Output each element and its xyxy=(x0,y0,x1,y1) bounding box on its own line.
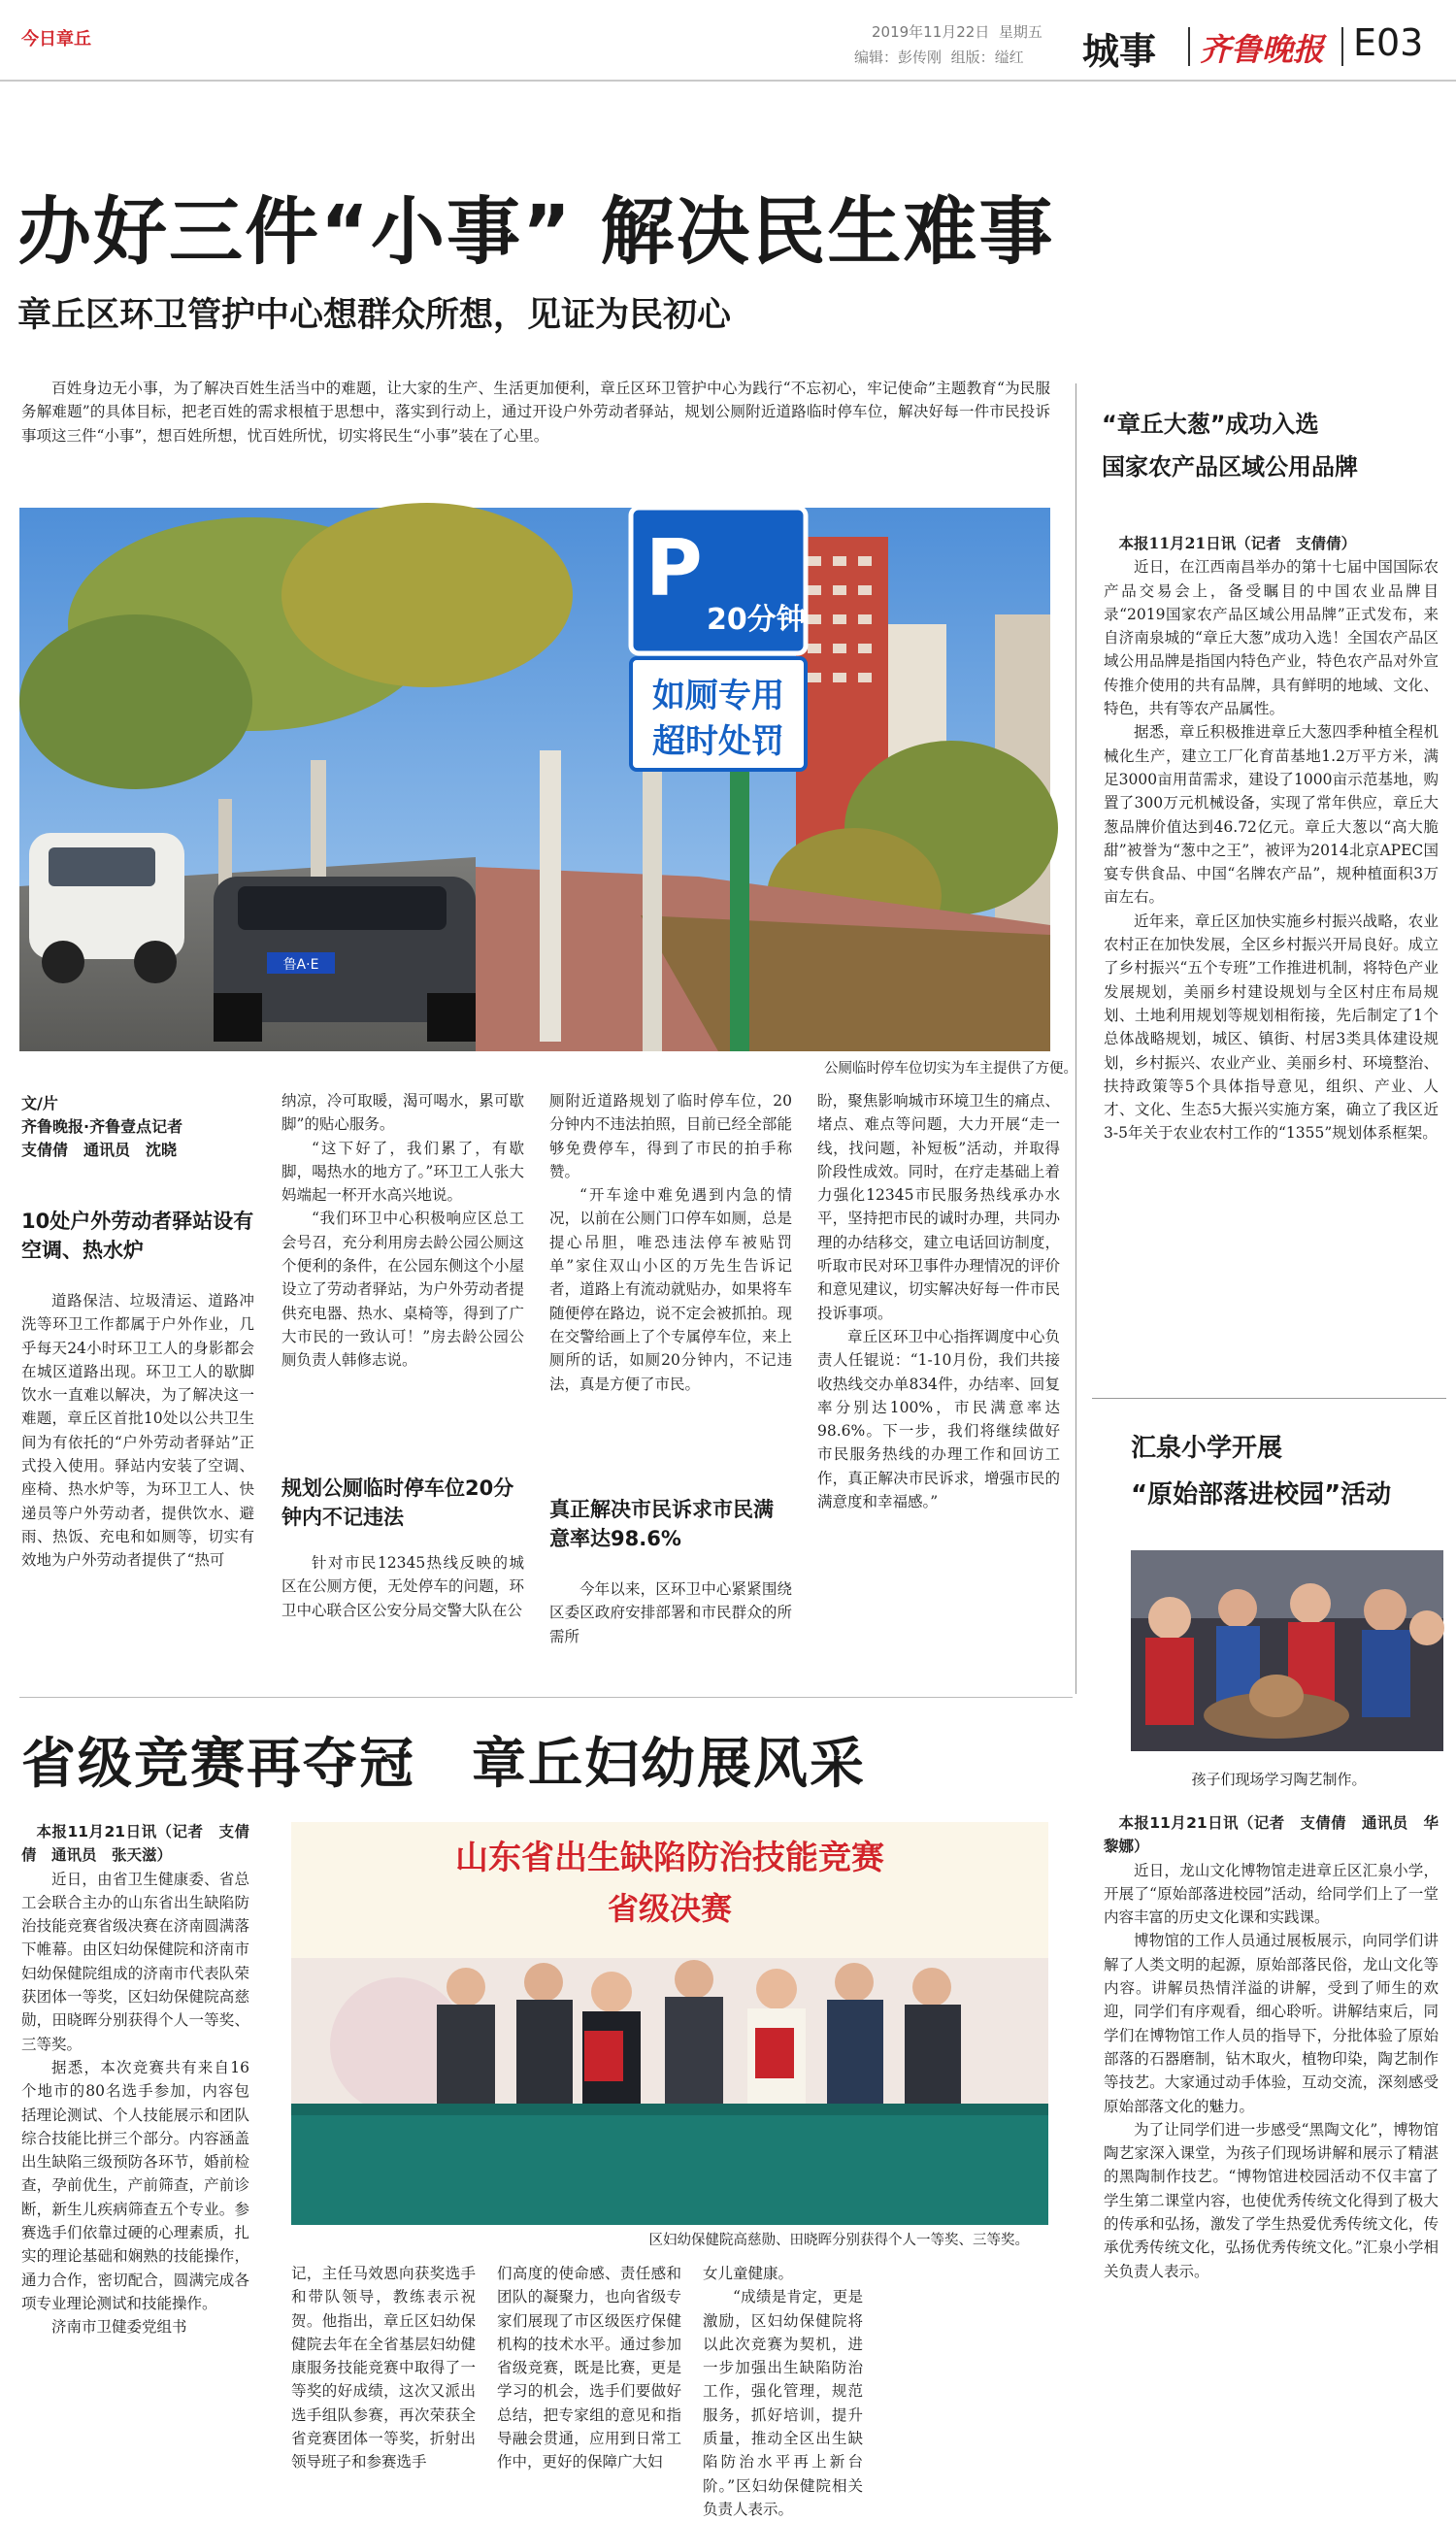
article-col-4: 盼，聚焦影响城市环境卫生的痛点、堵点、难点等问题，大力开展“走一线，找问题，补短板”活动，并取得阶段性成效。同时，在疗走基础上着力强化12345市民服务热线承办水平，坚持把市民的诚时办理，共同办理的办结移交，建立电话回访制度，听取市民对环卫事件办理情况的评价和意见建议，切实解决好每一件市民投诉事项。 章丘区环卫中心指挥调度中心负责人任锟说：“1-10月份，我们共接收热线交办单834件，办结率、回复率分别达100%，市民满意率达98.6%。下一步，我们将继续做好市民服务热线的办理工作和回访工作，真正解决市民诉求，增强市民的满意度和幸福感。” xyxy=(817,1092,1060,1511)
paper-logo: 齐鲁晚报 xyxy=(1200,31,1325,68)
byline: 文/片 齐鲁晚报·齐鲁壹点记者 支倩倩 通讯员 沈晓 xyxy=(21,1094,183,1159)
dark-suv xyxy=(214,877,476,1042)
sign-text-1: 如厕专用 xyxy=(652,677,784,715)
subhead-satisfaction: 真正解决市民诉求市民满意率达98.6% xyxy=(549,1498,774,1550)
article-col-3b: 今年以来，区环卫中心紧紧围绕区委区政府安排部署和市民群众的所需所 xyxy=(549,1580,792,1645)
onion-headline: “章丘大葱”成功入选 国家农产品区域公用品牌 xyxy=(1102,411,1358,481)
banner-subtitle: 省级决赛 xyxy=(607,1890,733,1927)
banner-title: 山东省出生缺陷防治技能竞赛 xyxy=(455,1839,884,1877)
subhead-parking: 规划公厕临时停车位20分钟内不记违法 xyxy=(281,1476,514,1529)
pottery-scene xyxy=(1131,1550,1443,1751)
award-scene xyxy=(291,1822,1048,2225)
article-col-2b: 针对市民12345热线反映的城区在公厕方便，无处停车的问题，环卫中心联合区公安分局交警大队在公 xyxy=(281,1554,524,1619)
header-rule xyxy=(0,80,1456,82)
article-col-2: 纳凉，冷可取暖，渴可喝水，累可歇脚”的贴心服务。 “这下好了，我们累了，有歇脚，喝热水的地方了。”环卫工人张大妈端起一杯开水高兴地说。 “我们环卫中心积极响应区总工会号召，充分利用房去龄公园公厕这个便利的条件，在公园东侧这个小屋设立了劳动者驿站，为户外劳动者提供充电器、热水、桌椅等，得到了广大市民的一致认可！”房去龄公园公厕负责人韩修志说。 xyxy=(281,1092,524,1370)
onion-article: 本报11月21日讯（记者 支倩倩） 近日，在江西南昌举办的第十七届中国国际农产品交易会上，备受瞩目的中国农业品牌目录“2019国家农产品区域公用品牌”正式发布，来自济南泉城的“章丘大葱”成功入选！全国农产品区域公用品牌是指国内特色产业，特色农产品对外宣传推介使用的共有品牌，具有鲜明的地域、文化、特色，共有等农产品属性。 据悉，章丘积极推进章丘大葱四季种植全程机械化生产，建立工厂化育苗基地1.2万平方米，满足3000亩用苗需求，建设了1000亩示范基地，购置了300万元机械设备，实现了常年供应，章丘大葱品牌价值达到46.72亿元。章丘大葱以“高大脆甜”被誉为“葱中之王”，被评为2014北京APEC国宴专供食品、中国“名牌农产品”，规种植面积3万亩左右。 近年来，章丘区加快实施乡村振兴战略，农业农村正在加快发展，全区乡村振兴开局良好。成立了乡村振兴“五个专班”工作推进机制，将特色产业发展规划，美丽乡村建设规划与全区村庄布局规划、土地利用规划等规划相衔接，先后制定了1个总体战略规划，城区、镇街、村居3类具体建设规划，乡村振兴、农业产业、美丽乡村、环境整治、扶持政策等5个具体指导意见，组织、产业、人才、文化、生态5大振兴实施方案，确立了我区近3-5年关于农业农村工作的“1355”规划体系框架。 xyxy=(1104,534,1439,1143)
parking-sign-photo xyxy=(19,508,1050,1051)
pottery-photo-caption: 孩子们现场学习陶艺制作。 xyxy=(1191,1771,1367,1788)
editor-credit: 编辑：彭传刚 组版：缢红 xyxy=(854,49,1024,66)
main-subhead: 章丘区环卫管护中心想群众所想，见证为民初心 xyxy=(17,296,732,335)
masthead-divider-2 xyxy=(1341,27,1343,66)
bottom-headline: 省级竞赛再夺冠 章丘妇幼展风采 xyxy=(21,1733,866,1796)
bottom-col-1: 本报11月21日讯（记者 支倩倩 通讯员 张天滋） 近日，由省卫生健康委、省总工会联合主办的山东省出生缺陷防治技能竞赛省级决赛在济南圆满落下帷幕。由区妇幼保健院和济南市妇幼保健院组成的济南市代表队荣获团体一等奖，区妇幼保健院高慈勋，田晓晖分别获得个人一等奖、三等奖。 据悉，本次竞赛共有来自16个地市的80名选手参加，内容包括理论测试、个人技能展示和团队综合技能比拼三个部分。内容涵盖出生缺陷三级预防各环节，婚前检查，孕前优生，产前筛查，产前诊断，新生儿疾病筛查五个专业。参赛选手们依靠过硬的心理素质，扎实的理论基础和娴熟的技能操作，通力合作，密切配合，圆满完成各项专业理论测试和技能操作。 济南市卫健委党组书 xyxy=(21,1823,249,2337)
sign-text-2: 超时处罚 xyxy=(652,722,784,761)
right-story-divider xyxy=(1092,1398,1446,1399)
article-col-3: 厕附近道路规划了临时停车位，20分钟内不违法拍照，目前已经全部能够免费停车，得到了市民的拍手称赞。 “开车途中难免遇到内急的情况，以前在公厕门口停车如厕，总是提心吊胆，唯恐违法停车被贴罚单”家住双山小区的万先生告诉记者，道路上有流动就贴办，如果将车随便停在路边，说不定会被抓拍。现在交警给画上了个专属停车位，来上厕所的话，如厕20分钟内，不记违法，真是方便了市民。 xyxy=(549,1092,792,1393)
award-photo-caption: 区妇幼保健院高慈勋、田晓晖分别获得个人一等奖、三等奖。 xyxy=(648,2233,1029,2248)
parking-photo-caption: 公厕临时停车位切实为车主提供了方便。 xyxy=(824,1061,1077,1077)
section-tag: 今日章丘 xyxy=(21,29,91,50)
main-lead: 百姓身边无小事，为了解决百姓生活当中的难题，让大家的生产、生活更加便利，章丘区环卫管护中心为践行“不忘初心，牢记使命”主题教育“为民服务解难题”的具体目标，把老百姓的需求根植于思想中，落实到行动上，通过开设户外劳动者驿站，规划公厕附近道路临时停车位，解决好每一件市民投诉事项这三件“小事”，想百姓所想，忧百姓所忧，切实将民生“小事”装在了心里。 xyxy=(21,380,1050,445)
bottom-col-3: 们高度的使命感、责任感和团队的凝聚力，也向省级专家们展现了市区级医疗保健机构的技术水平。通过参加省级竞赛，既是比赛，更是学习的机会，选手们要做好总结，把专家组的意见和指导融会贯通，应用到日常工作中，更好的保障广大妇 xyxy=(497,2265,681,2471)
bottom-section-rule xyxy=(19,1697,1073,1698)
pottery-photo xyxy=(1131,1550,1443,1751)
parking-sign xyxy=(631,508,806,770)
license-plate: 鲁A·E xyxy=(282,957,319,973)
right-column-rule xyxy=(1075,383,1076,1694)
school-headline: 汇泉小学开展 “原始部落进校园”活动 xyxy=(1131,1434,1392,1509)
school-article: 本报11月21日讯（记者 支倩倩 通讯员 华黎娜） 近日，龙山文化博物馆走进章丘区汇泉小学，开展了“原始部落进校园”活动，给同学们上了一堂内容丰富的历史文化课和实践课。 博物馆的工作人员通过展板展示，向同学们讲解了人类文明的起源，原始部落民俗，龙山文化等内容。讲解员热情洋溢的讲解，受到了师生的欢迎，同学们有序观看，细心聆听。讲解结束后，同学们在博物馆工作人员的指导下，分批体验了原始部落的石器磨制，钻木取火，植物印染，陶艺制作等技艺。大家通过动手体验，互动交流，深刻感受原始部落文化的魅力。 为了让同学们进一步感受“黑陶文化”，博物馆陶艺家深入课堂，为孩子们现场讲解和展示了精湛的黑陶制作技艺。“博物馆进校园活动不仅丰富了学生第二课堂内容，也使优秀传统文化得到了极大的传承和弘扬，激发了学生热爱优秀传统文化，传承优秀传统文化，弘扬优秀传统文化。”汇泉小学相关负责人表示。 xyxy=(1104,1814,1439,2280)
issue-date: 2019年11月22日 星期五 xyxy=(872,23,1042,41)
main-headline: 办好三件“小事” 解决民生难事 xyxy=(17,188,1055,275)
section-name: 城事 xyxy=(1082,30,1157,73)
masthead xyxy=(0,0,1456,78)
sign-p-letter: P xyxy=(645,523,703,614)
award-photo xyxy=(291,1822,1048,2225)
article-col-1: 道路保洁、垃圾清运、道路冲洗等环卫工作都属于户外作业，几乎每天24小时环卫工人的身影都会在城区道路出现。环卫工人的歇脚饮水一直难以解决，为了解决这一难题，章丘区首批10处以公共卫生间为有依托的“户外劳动者驿站”正式投入使用。驿站内安装了空调、座椅、热水炉等，为环卫工人、快递员等户外劳动者，提供饮水、避雨、热饭、充电和如厕等，切实有效地为户外劳动者提供了“热可 xyxy=(21,1292,254,1570)
sign-time-limit: 20分钟 xyxy=(707,603,806,637)
bottom-col-4: 女儿童健康。 “成绩是肯定，更是激励，区妇幼保健院将以此次竞赛为契机，进一步加强出生缺陷防治工作，强化管理，规范服务，抓好培训，提升质量，推动全区出生缺陷防治水平再上新台阶。”区妇幼保健院相关负责人表示。 xyxy=(703,2265,863,2518)
page-number: E03 xyxy=(1353,21,1424,64)
subhead-stations: 10处户外劳动者驿站设有空调、热水炉 xyxy=(21,1210,254,1262)
bottom-col-2: 记，主任马效恩向获奖选手和带队领导，教练表示祝贺。他指出，章丘区妇幼保健院去年在全省基层妇幼健康服务技能竞赛中取得了一等奖的好成绩，这次又派出选手组队参赛，再次荣获全省竞赛团体一等奖，折射出领导班子和参赛选手 xyxy=(291,2265,476,2471)
masthead-divider xyxy=(1188,27,1190,66)
parking-scene xyxy=(19,508,1050,1051)
award-table xyxy=(291,2104,1048,2225)
